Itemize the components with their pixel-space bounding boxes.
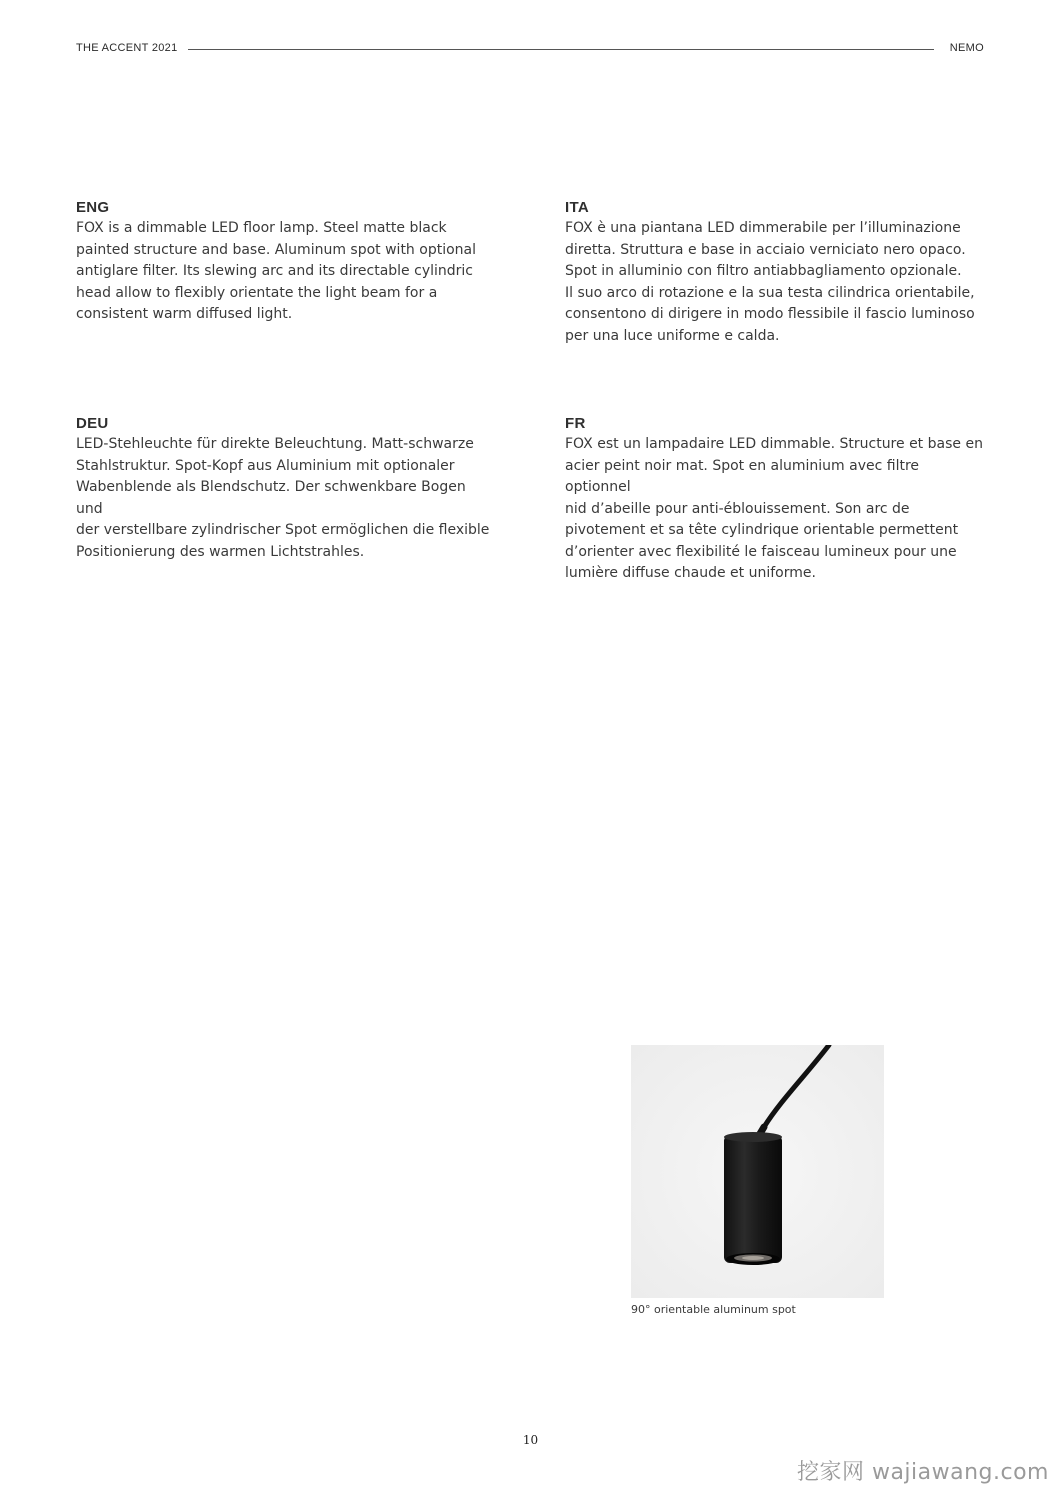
text-line: head allow to flexibly orientate the light beam for a — [76, 284, 438, 301]
text-line: FOX est un lampadaire LED dimmable. Structure et base en — [565, 436, 983, 452]
section-fr — [565, 415, 985, 585]
text-line: LED-Stehleuchte für direkte Beleuchtung. Matt-schwarze — [76, 436, 474, 452]
text-line: painted structure and base. Aluminum spot with optional — [76, 241, 476, 258]
page-number: 10 — [522, 1433, 539, 1447]
text-line: consistent warm diffused light. — [76, 306, 293, 322]
section-heading: FR — [565, 415, 586, 432]
text-line: d’orienter avec flexibilité le faisceau lumineux pour une — [565, 543, 957, 560]
text-line: lumière diffuse chaude et uniforme. — [565, 565, 816, 581]
text-line: antiglare filter. Its slewing arc and its directable cylindric — [76, 263, 473, 279]
text-line: pivotement et sa tête cylindrique orientable permettent — [565, 522, 959, 538]
text-line: Stahlstruktur. Spot-Kopf aus Aluminium mit optionaler — [76, 457, 455, 474]
product-photo — [631, 1045, 884, 1298]
text-line: Wabenblende als Blendschutz. Der schwenkbare Bogen und — [76, 479, 466, 517]
text-line: acier peint noir mat. Spot en aluminium avec filtre optionnel — [565, 457, 920, 495]
text-line: nid d’abeille pour anti-éblouissement. Son arc de — [565, 500, 910, 517]
section-heading: ENG — [76, 199, 110, 216]
section-heading: ITA — [565, 199, 589, 216]
section-deu — [76, 415, 496, 563]
text-line: Positionierung des warmen Lichtstrahles. — [76, 543, 365, 560]
text-line: per una luce uniforme e calda. — [565, 327, 780, 344]
brand-name: NEMO — [949, 42, 984, 54]
catalog-title: THE ACCENT 2021 — [76, 42, 178, 54]
text-line: der verstellbare zylindrischer Spot ermöglichen die flexible — [76, 522, 490, 538]
section-text — [565, 434, 985, 585]
section-text — [565, 218, 985, 347]
section-ita — [565, 199, 985, 347]
text-line: FOX è una piantana LED dimmerabile per l’illuminazione — [565, 220, 961, 236]
watermark: 挖家网 wajiawang.com — [796, 1460, 1049, 1485]
text-line: FOX is a dimmable LED floor lamp. Steel matte black — [76, 220, 447, 236]
section-heading: DEU — [76, 415, 109, 432]
header-rule — [188, 49, 934, 50]
text-line: consentono di dirigere in modo flessibile il fascio luminoso — [565, 306, 975, 322]
text-line: Spot in alluminio con filtro antiabbagliamento opzionale. — [565, 263, 962, 279]
section-eng — [76, 199, 496, 326]
spot-lamp-illustration — [631, 1045, 884, 1298]
image-caption: 90° orientable aluminum spot — [631, 1303, 796, 1316]
section-text — [76, 218, 496, 326]
text-line: Il suo arco di rotazione e la sua testa cilindrica orientabile, — [565, 284, 975, 301]
section-text — [76, 434, 496, 563]
text-line: diretta. Struttura e base in acciaio verniciato nero opaco. — [565, 241, 966, 258]
page-header — [76, 40, 984, 60]
